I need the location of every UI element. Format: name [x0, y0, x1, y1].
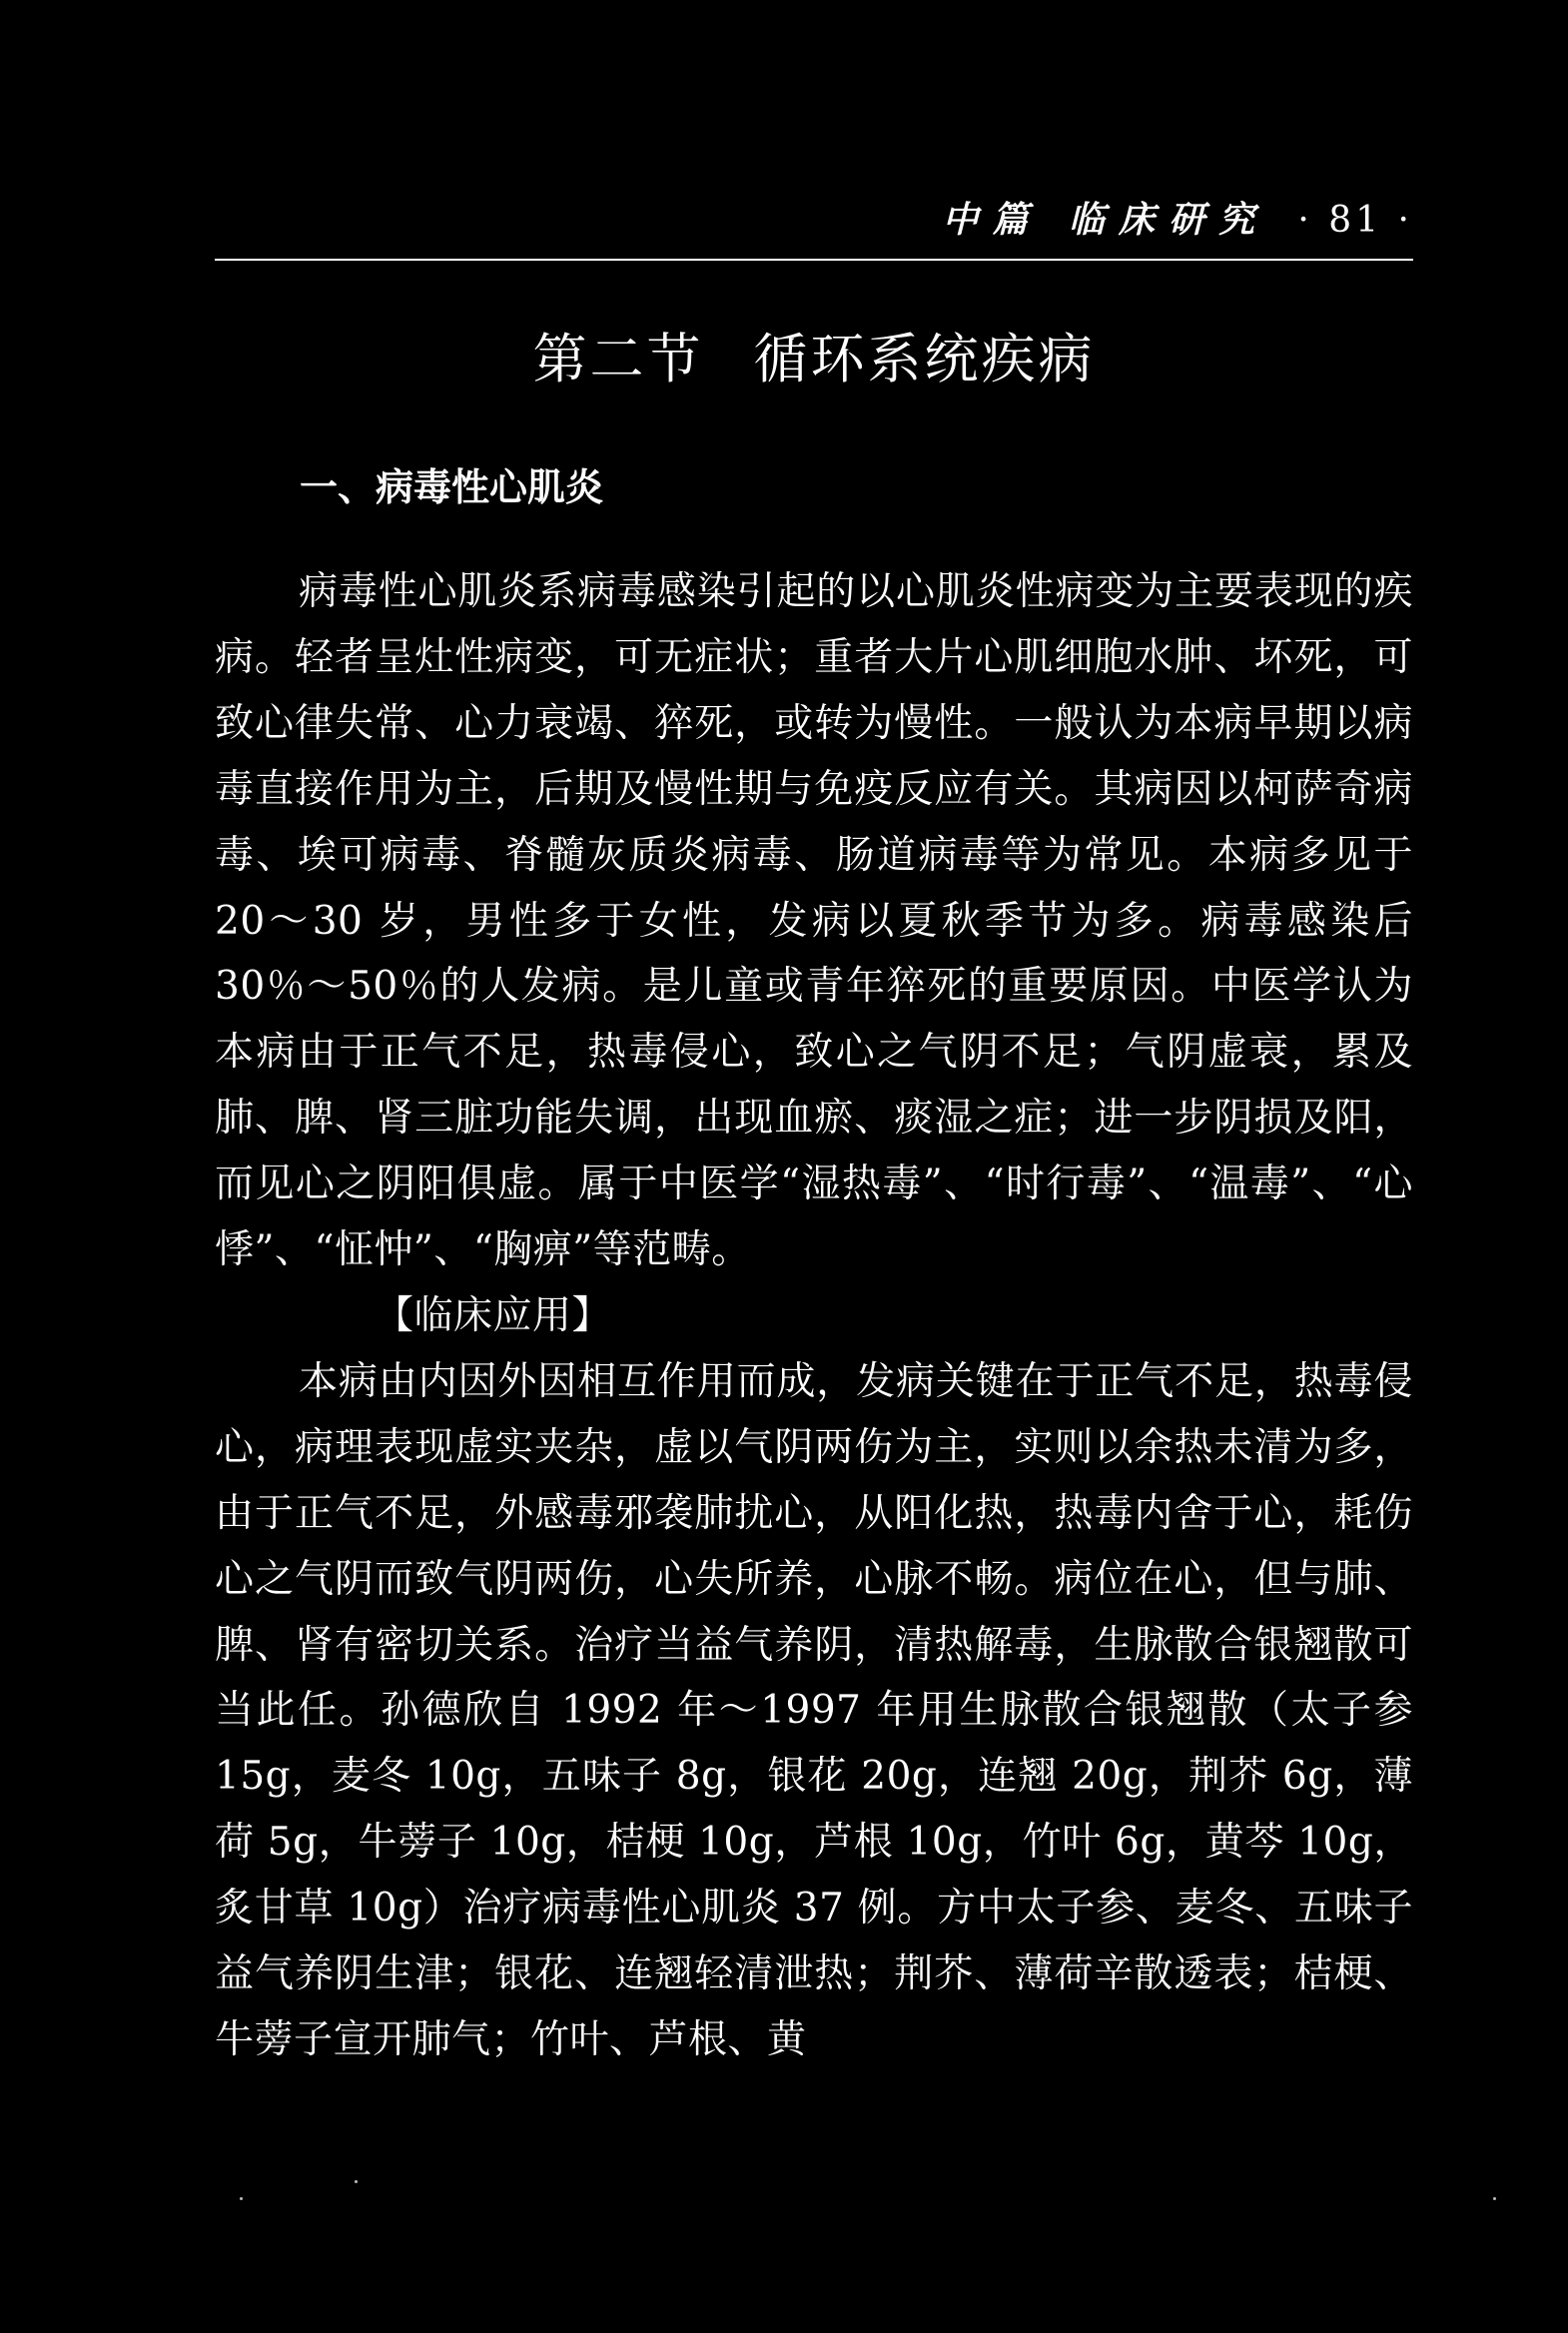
page-header [215, 190, 1413, 250]
body-text [215, 559, 1413, 2073]
header-divider [215, 259, 1413, 261]
section-name: 循环系统疾病 [753, 328, 1096, 390]
page-number: · 81 · [1297, 200, 1413, 241]
scan-speck [355, 2180, 358, 2183]
subsection-heading: 一、病毒性心肌炎 [300, 465, 604, 509]
section-title [215, 320, 1413, 399]
running-title: 中篇 临床研究 [942, 199, 1268, 241]
section-number: 第二节 [532, 328, 704, 390]
clinical-paragraph: 本病由内因外因相互作用而成，发病关键在于正气不足，热毒侵心，病理表现虚实夹杂，虚以气阴两伤为主，实则以余热未清为多，由于正气不足，外感毒邪袭肺扰心，从阳化热，热毒内舍于心，耗伤心之气阴而致气阴两伤，心失所养，心脉不畅。病位在心，但与肺、脾、肾有密切关系。治疗当益气养阴，清热解毒，生脉散合银翘散可当此任。孙德欣自 1992 年～1997 年用生脉散合银翘散（太子参 15g，麦冬 10g，五味子 8g，银花 20g，连翘 20g，荆芥 6g，薄荷 5g，牛蒡子 10g，桔梗 10g，芦根 10g，竹叶 6g，黄芩 10g，炙甘草 10g）治疗病毒性心肌炎 37 例。方中太子参、麦冬、五味子益气养阴生津；银花、连翘轻清泄热；荆芥、薄荷辛散透表；桔梗、牛蒡子宣开肺气；竹叶、芦根、黄 [215, 1358, 1413, 2062]
intro-paragraph: 病毒性心肌炎系病毒感染引起的以心肌炎性病变为主要表现的疾病。轻者呈灶性病变，可无症状；重者大片心肌细胞水肿、坏死，可致心律失常、心力衰竭、猝死，或转为慢性。一般认为本病早期以病毒直接作用为主，后期及慢性期与免疫反应有关。其病因以柯萨奇病毒、埃可病毒、脊髓灰质炎病毒、肠道病毒等为常见。本病多见于 20～30 岁，男性多于女性，发病以夏秋季节为多。病毒感染后 30％～50％的人发病。是儿童或青年猝死的重要原因。中医学认为本病由于正气不足，热毒侵心，致心之气阴不足；气阴虚衰，累及肺、脾、肾三脏功能失调，出现血瘀、痰湿之症；进一步阴损及阳，而见心之阴阳俱虚。属于中医学“湿热毒”、“时行毒”、“温毒”、“心悸”、“怔忡”、“胸痹”等范畴。 [215, 569, 1413, 1273]
clinical-application-heading: 【临床应用】 [375, 1292, 612, 1338]
scan-speck [1493, 2197, 1496, 2200]
scan-speck [240, 2197, 243, 2200]
